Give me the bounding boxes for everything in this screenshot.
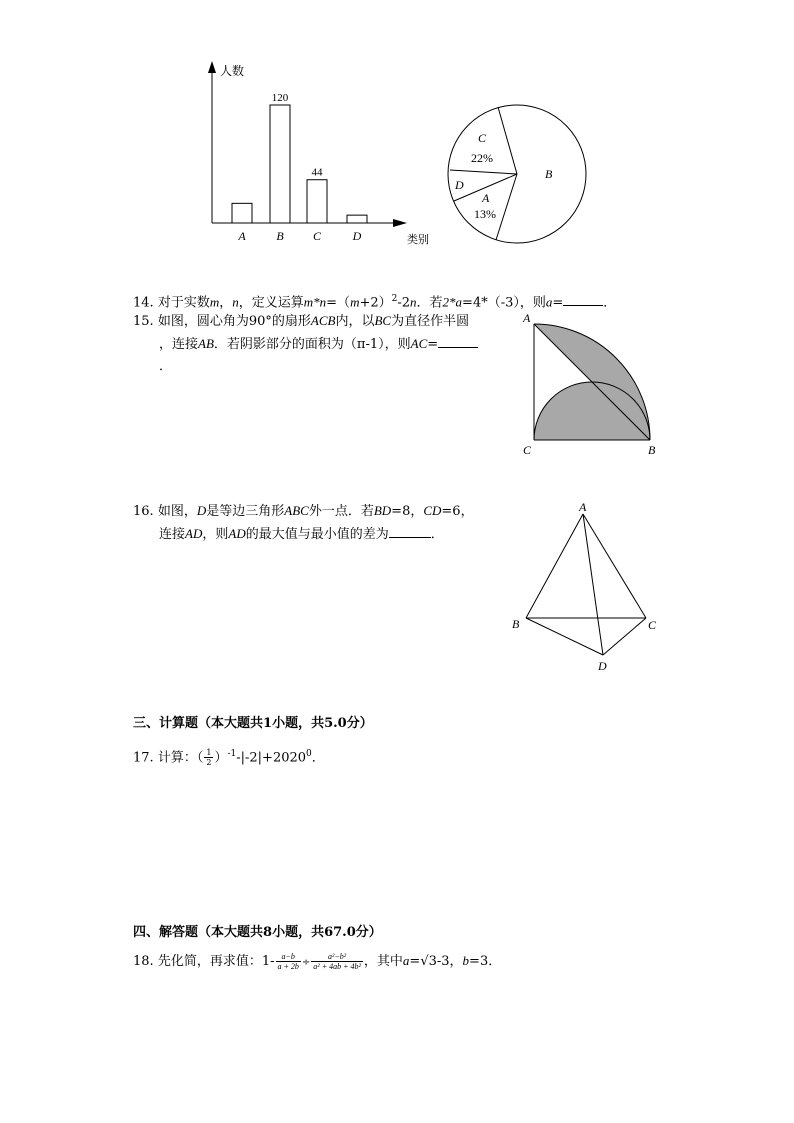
- label-ad: AD: [185, 526, 203, 541]
- q15-text: ．: [159, 359, 173, 374]
- y-axis-label: 人数: [220, 64, 245, 78]
- point-b-label: B: [648, 443, 656, 457]
- x-tick-label: B: [276, 229, 284, 243]
- pie-label-c: C: [478, 131, 487, 145]
- fraction-denominator: a + 2b: [277, 962, 299, 971]
- fraction-numerator: 1: [206, 748, 212, 758]
- fraction-denominator: 2: [206, 758, 212, 768]
- q15-text: 内，以: [335, 314, 375, 329]
- label-d: D: [196, 503, 207, 518]
- q16-line-2: [133, 523, 474, 546]
- fraction-1: [276, 952, 301, 971]
- exponent: 0: [306, 749, 312, 759]
- exponent: 2: [391, 294, 398, 304]
- section-score: 67.0: [324, 925, 356, 940]
- section-score: 5.0: [324, 716, 347, 731]
- fraction-2: [311, 952, 363, 971]
- section-title: 四、解答题（本大题共: [133, 925, 264, 940]
- q14-text: ，: [219, 295, 233, 311]
- q14-text: +2）: [359, 295, 392, 311]
- x-tick-label: C: [312, 229, 322, 243]
- q14-text: 对于实数: [157, 295, 210, 311]
- q17-text: -|-2|+2020: [236, 750, 307, 766]
- point-c-label: C: [648, 618, 657, 632]
- var-m: m: [350, 294, 360, 310]
- segment-ac: [583, 514, 646, 618]
- pie-slice-edge: [496, 174, 517, 240]
- section-count: 1: [263, 716, 273, 731]
- q16-text: 连接: [159, 527, 186, 542]
- section-title: 小题，共: [272, 716, 325, 731]
- q18-text: =3．: [469, 954, 502, 969]
- q16-text: 如图，: [157, 504, 197, 519]
- q15-line-1: [133, 310, 478, 333]
- q16-text: ．: [430, 527, 444, 542]
- question-16: [133, 500, 474, 546]
- x-axis-label: 类别: [407, 233, 429, 246]
- q16-text: 的最大值与最小值的差为: [245, 527, 389, 542]
- q16-figure: [508, 498, 663, 676]
- q15-line-3: [133, 356, 478, 378]
- pie-slice-edge: [450, 170, 517, 174]
- pie-label-a: A: [482, 191, 490, 205]
- y-axis-arrow: [208, 61, 216, 73]
- section-title: 小题，共: [272, 925, 325, 940]
- point-c-label: C: [523, 443, 532, 457]
- var-b: b: [462, 953, 470, 968]
- q15-line-2: [133, 333, 478, 356]
- bar-chart: [195, 55, 429, 250]
- question-number: 15.: [133, 314, 154, 329]
- question-18: [133, 947, 501, 977]
- bar-c: [307, 180, 327, 223]
- x-axis-arrow: [393, 219, 407, 227]
- q14-text: =4*（-3），则: [462, 295, 546, 311]
- q15-text: ．若阴影部分的面积为（π-1），则: [213, 337, 411, 352]
- q18-text: -3，: [436, 954, 463, 969]
- pie-slice-edge: [498, 107, 517, 174]
- q14-text: ，定义运算: [238, 295, 304, 311]
- q18-text: 先化简，再求值：1-: [157, 954, 275, 969]
- var-a: a: [402, 953, 410, 968]
- q14-text: =（: [326, 295, 351, 311]
- question-17: [133, 743, 325, 769]
- q14-text: ．若: [416, 295, 443, 311]
- question-number: 17.: [133, 750, 154, 766]
- q16-text: 是等边三角形: [206, 504, 285, 519]
- q17-text: 计算：（: [157, 750, 204, 766]
- bar-d: [347, 215, 367, 223]
- segment-ab: [526, 514, 583, 618]
- divide-sign: ÷: [301, 957, 311, 968]
- var-n: n: [232, 294, 239, 310]
- section-4-heading: [133, 921, 382, 940]
- label-bd: BD: [373, 503, 392, 518]
- q16-line-1: [133, 500, 474, 523]
- point-b-label: B: [512, 617, 520, 631]
- exponent: -1: [227, 749, 237, 759]
- label-abc: ABC: [284, 503, 309, 518]
- pie-label-b: B: [545, 167, 553, 181]
- x-tick-label: D: [352, 229, 362, 243]
- pie-label-d: D: [455, 178, 464, 192]
- segment-bd: [526, 618, 603, 655]
- q14-text: ．: [603, 295, 617, 311]
- question-number: 16.: [133, 504, 154, 519]
- var-n: n: [410, 294, 417, 310]
- section-count: 8: [263, 925, 273, 940]
- answer-blank[interactable]: [438, 335, 478, 348]
- label-bc: BC: [374, 313, 392, 328]
- pie-label-a-pct: 13%: [474, 207, 496, 221]
- question-number: 18.: [133, 954, 154, 969]
- label-ab: AB: [198, 336, 214, 351]
- question-15: [133, 310, 478, 378]
- q15-text: 如图，圆心角为90°的扇形: [157, 314, 311, 329]
- q18-text: ，其中: [363, 954, 403, 969]
- q17-text: ．: [311, 750, 325, 766]
- q17-text: ）: [214, 750, 228, 766]
- q15-text: ，连接: [159, 337, 199, 352]
- sqrt-three: √3: [420, 954, 437, 969]
- segment-ad: [583, 514, 603, 655]
- q16-text: =6，: [441, 504, 474, 519]
- section-title: 分）: [346, 716, 373, 731]
- var-m: m: [209, 294, 220, 310]
- q16-text: ，则: [202, 527, 229, 542]
- label-cd: CD: [423, 503, 442, 518]
- point-d-label: D: [598, 659, 607, 673]
- x-tick-label: A: [238, 229, 246, 243]
- segment-cd: [603, 618, 646, 655]
- bar-b: [270, 105, 290, 223]
- bar-value-label: 120: [271, 92, 289, 104]
- section-title: 分）: [355, 925, 382, 940]
- q14-text: =: [552, 295, 564, 311]
- answer-blank[interactable]: [563, 293, 603, 306]
- q16-text: 外一点．若: [308, 504, 374, 519]
- q14-text: -2: [397, 295, 411, 311]
- q15-figure: [518, 308, 666, 460]
- pie-chart: [445, 102, 590, 247]
- fraction-numerator: a²−b²: [311, 952, 363, 962]
- fraction-denominator: a² + 4ab + 4b²: [313, 962, 361, 971]
- operation: m*n: [303, 294, 327, 310]
- fraction-one-half: [204, 748, 213, 767]
- label-ad: AD: [228, 526, 246, 541]
- answer-blank[interactable]: [389, 525, 431, 538]
- q15-text: 为直径作半圆: [391, 314, 470, 329]
- point-a-label: A: [523, 311, 531, 325]
- section-3-heading: [133, 712, 373, 731]
- q18-text: =: [409, 954, 421, 969]
- expression: 2*a: [442, 294, 463, 310]
- section-title: 三、计算题（本大题共: [133, 716, 264, 731]
- label-acb: ACB: [310, 313, 336, 328]
- pie-label-c-pct: 22%: [471, 151, 493, 165]
- bar-a: [232, 203, 252, 223]
- point-a-label: A: [579, 500, 587, 514]
- fraction-numerator: a−b: [276, 952, 301, 962]
- question-number: 14.: [133, 295, 154, 311]
- label-ac: AC: [410, 336, 428, 351]
- var-a: a: [545, 294, 553, 310]
- q15-text: =: [427, 337, 439, 352]
- bar-value-label: 44: [311, 166, 323, 179]
- q16-text: =8，: [391, 504, 424, 519]
